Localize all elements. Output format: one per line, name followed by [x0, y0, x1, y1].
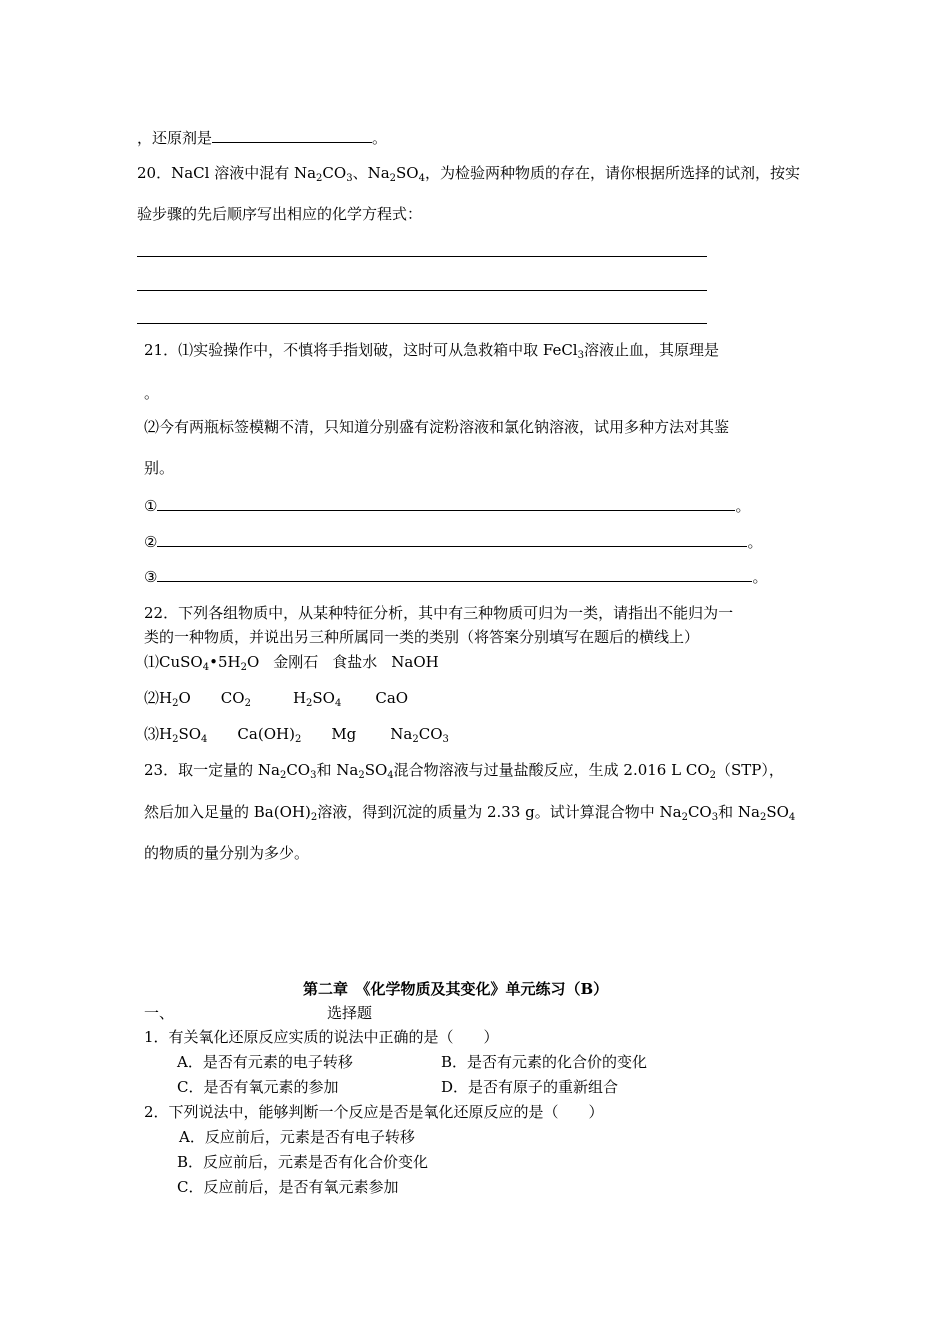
question-22-line-1: 22．下列各组物质中，从某种特征分析，其中有三种物质可归为一类，请指出不能归为一 — [144, 604, 734, 622]
part-name: 选择题 — [327, 1004, 373, 1022]
group-3: $⑶H_2SO_4$ $Ca(OH)_2$ Mg $Na_2CO_3$ — [144, 725, 449, 745]
question-21-line-1: 21．⑴实验操作中，不慎将手指划破，这时可从急救箱中取 FeCl$_3$溶液止血，其原理是 — [144, 341, 719, 361]
mc-2-stem: 2．下列说法中，能够判断一个反应是否是氧化还原反应的是（ ） — [144, 1103, 604, 1121]
mc-1-option-c: C．是否有氧元素的参加 — [177, 1078, 339, 1096]
mc-1-option-a: A．是否有元素的电子转移 — [177, 1053, 353, 1071]
question-23-line-2: 然后加入足量的 $Ba(OH)_2$溶液，得到沉淀的质量为 2.33 g。试计算混合物中 $Na_2CO_3$和 $Na_2SO_4$ — [144, 803, 796, 823]
question-23-line-1: 23．取一定量的 $Na_2CO_3$和 $Na_2SO_4$混合物溶液与过量盐酸反应，生成 2.016 L $CO_2(STP)$， — [144, 761, 784, 781]
mc-1-option-d: D．是否有原子的重新组合 — [441, 1078, 619, 1096]
question-21-line-2: 。 — [144, 384, 160, 402]
answer-line-20-1[interactable] — [137, 256, 707, 257]
question-23-line-3: 的物质的量分别为多少。 — [144, 844, 310, 862]
answer-blank[interactable] — [212, 128, 372, 143]
question-21-line-3: ⑵今有两瓶标签模糊不清，只知道分别盛有淀粉溶液和氯化钠溶液，试用多种方法对其鉴 — [144, 418, 730, 436]
question-21-line-4: 别。 — [144, 459, 175, 477]
mc-2-option-c: C．反应前后，是否有氧元素参加 — [177, 1178, 399, 1196]
answer-line-20-3[interactable] — [137, 323, 707, 324]
method-2-row: ② 。 — [144, 533, 763, 551]
answer-line-20-2[interactable] — [137, 290, 707, 291]
group-1: $⑴CuSO_4•5H_2O$ 金刚石 食盐水 NaOH — [144, 653, 439, 673]
question-20-line-2: 验步骤的先后顺序写出相应的化学方程式： — [137, 205, 423, 223]
method-2-blank[interactable] — [157, 532, 747, 547]
reducing-agent-label: ，还原剂是 — [137, 129, 213, 147]
method-1-blank[interactable] — [157, 496, 735, 511]
mc-1-option-b: B．是否有元素的化合价的变化 — [441, 1053, 648, 1071]
mc-1-stem: 1．有关氧化还原反应实质的说法中正确的是（ ） — [144, 1028, 499, 1046]
question-22-line-2: 类的一种物质，并说出另三种所属同一类的类别（将答案分别填写在题后的横线上） — [144, 628, 700, 646]
method-3-row: ③ 。 — [144, 568, 768, 586]
answer-line-reducing-agent: ，还原剂是 。 — [137, 129, 388, 147]
question-20-line-1: 20．NaCl 溶液中混有 $Na_2CO_3$、$Na_2SO_4$，为检验两种物质的存在，请你根据所选择的试剂，按实 — [137, 164, 800, 184]
section-title: 第二章 《化学物质及其变化》单元练习（B） — [303, 980, 609, 998]
part-number: 一、 — [144, 1004, 175, 1022]
method-1-row: ① 。 — [144, 497, 751, 515]
mc-2-option-b: B．反应前后，元素是否有化合价变化 — [177, 1153, 429, 1171]
method-3-blank[interactable] — [157, 567, 752, 582]
mc-2-option-a: A．反应前后，元素是否有电子转移 — [179, 1128, 415, 1146]
group-2: $⑵H_2O$ $CO_2$ $H_2SO_4$ CaO — [144, 689, 409, 709]
